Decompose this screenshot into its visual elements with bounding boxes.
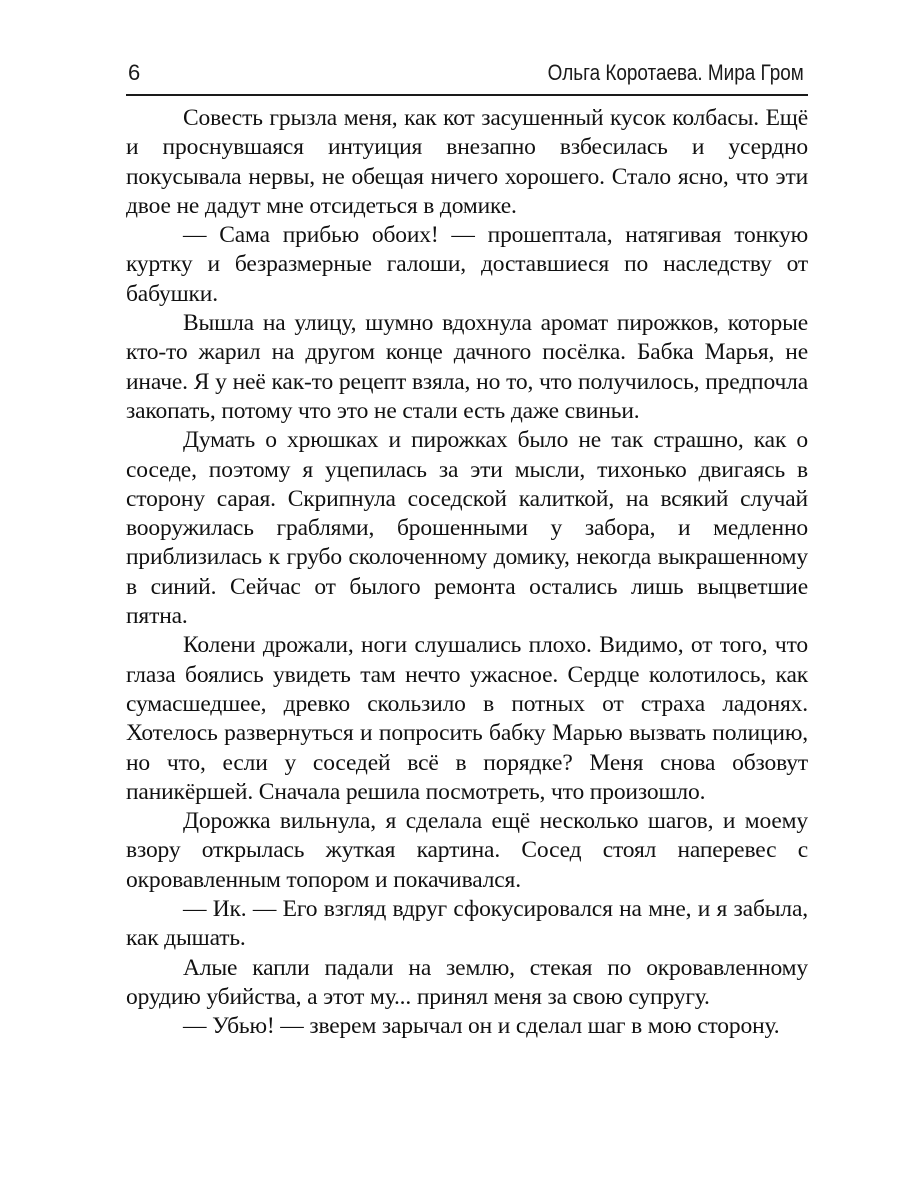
book-title: Ольга Коротаева. Мира Гром [547,60,804,85]
page-number: 6 [128,60,141,85]
paragraph: — Сама прибью обоих! — прошептала, натягивая тонкую куртку и безразмерные галоши, доставшиеся по наследству от бабушки. [126,222,808,307]
paragraph: Алые капли падали на землю, стекая по окровавленному орудию убийства, а этот му... принял меня за свою супругу. [126,954,808,1010]
running-head [126,58,808,96]
paragraph: Думать о хрюшках и пирожках было не так страшно, как о соседе, поэтому я уцепилась за эти мысли, тихонько двигаясь в сторону сарая. Скрипнула соседской калиткой, на всякий случай вооружилась граблями, брошенными у забора, и медленно приблизилась к грубо сколоченному домику, некогда выкрашенному в синий. Сейчас от былого ремонта остались лишь выцветшие пятна. [126,427,808,630]
paragraph: Дорожка вильнула, я сделала ещё несколько шагов, и моему взору открылась жуткая картина. Сосед стоял наперевес с окровавленным топором и покачивался. [126,808,808,893]
body-text [126,104,808,1042]
paragraph: — Убью! — зверем зарычал он и сделал шаг в мою сторону. [183,1013,780,1040]
paragraph: Вышла на улицу, шумно вдохнула аромат пирожков, которые кто-то жарил на другом конце дачного посёлка. Бабка Марья, не иначе. Я у неё как-то рецепт взяла, но то, что получилось, предпочла закопать, потому что это не стали есть даже свиньи. [126,310,808,424]
paragraph: — Ик. — Его взгляд вдруг сфокусировался на мне, и я забыла, как дышать. [126,896,808,952]
paragraph: Колени дрожали, ноги слушались плохо. Видимо, от того, что глаза боялись увидеть там нечто ужасное. Сердце колотилось, как сумасшедшее, древко скользило в потных от страха ладонях. Хотелось развернуться и попросить бабку Марью вызвать полицию, но что, если у соседей всё в порядке? Меня снова обзовут паникёршей. Сначала решила посмотреть, что произошло. [126,632,808,805]
paragraph: Совесть грызла меня, как кот засушенный кусок колбасы. Ещё и проснувшаяся интуиция внезапно взбесилась и усердно покусывала нервы, не обещая ничего хорошего. Стало ясно, что эти двое не дадут мне отсидеться в домике. [126,105,808,219]
